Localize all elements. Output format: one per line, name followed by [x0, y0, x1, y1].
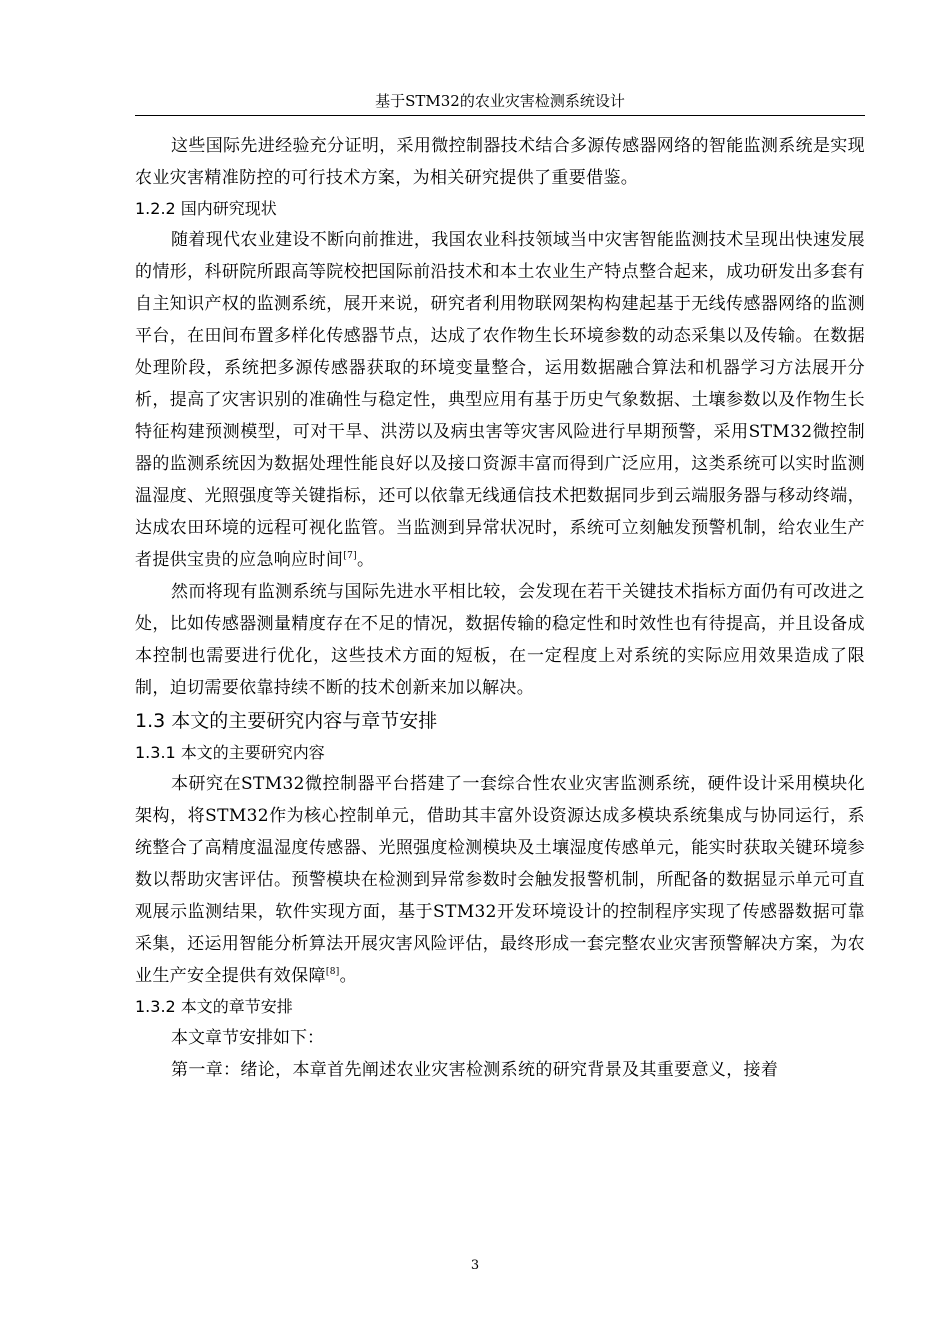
citation-7: [7]	[343, 551, 358, 561]
paragraph-research-text: 本研究在STM32微控制器平台搭建了一套综合性农业灾害监测系统，硬件设计采用模块化架构，将STM32作为核心控制单元，借助其丰富外设资源达成多模块系统集成与协同运行，系统整合了高精度温湿度传感器、光照强度检测模块及土壤湿度传感单元，能实时获取关键环境参数以帮助灾害评估。预警模块在检测到异常参数时会触发报警机制，所配备的数据显示单元可直观展示监测结果，软件实现方面，基于STM32开发环境设计的控制程序实现了传感器数据可靠采集，还运用智能分析算法开展灾害风险评估，最终形成一套完整农业灾害预警解决方案，为农业生产安全提供有效保障	[135, 774, 865, 986]
paragraph-domestic-end: 。	[357, 550, 375, 570]
paragraph-domestic-status	[135, 224, 865, 576]
paragraph-domestic-text: 随着现代农业建设不断向前推进，我国农业科技领域当中灾害智能监测技术呈现出快速发展的情形，科研院所跟高等院校把国际前沿技术和本土农业生产特点整合起来，成功研发出多套有自主知识产权的监测系统，展开来说，研究者利用物联网架构构建起基于无线传感器网络的监测平台，在田间布置多样化传感器节点，达成了农作物生长环境参数的动态采集以及传输。在数据处理阶段，系统把多源传感器获取的环境变量整合，运用数据融合算法和机器学习方法展开分析，提高了灾害识别的准确性与稳定性，典型应用有基于历史气象数据、土壤参数以及作物生长特征构建预测模型，可对干旱、洪涝以及病虫害等灾害风险进行早期预警，采用STM32微控制器的监测系统因为数据处理性能良好以及接口资源丰富而得到广泛应用，这类系统可以实时监测温湿度、光照强度等关键指标，还可以依靠无线通信技术把数据同步到云端服务器与移动终端，达成农田环境的远程可视化监管。当监测到异常状况时，系统可立刻触发预警机制，给农业生产者提供宝贵的应急响应时间	[135, 230, 865, 570]
heading-1-3: 1.3 本文的主要研究内容与章节安排	[135, 710, 438, 732]
header-rule	[135, 115, 865, 116]
heading-1-3-1: 1.3.1 本文的主要研究内容	[135, 743, 325, 762]
page-number: 3	[470, 1258, 480, 1273]
heading-1-2-2: 1.2.2 国内研究现状	[135, 199, 277, 218]
paragraph-chapter-1: 第一章：绪论，本章首先阐述农业灾害检测系统的研究背景及其重要意义，接着	[171, 1060, 779, 1080]
citation-8: [8]	[325, 967, 340, 977]
paragraph-research-end: 。	[339, 966, 358, 986]
paragraph-chapters-intro: 本文章节安排如下：	[171, 1028, 324, 1048]
paragraph-research-content	[135, 768, 865, 992]
document-body	[135, 130, 865, 1086]
paragraph-intro: 这些国际先进经验充分证明，采用微控制器技术结合多源传感器网络的智能监测系统是实现农业灾害精准防控的可行技术方案，为相关研究提供了重要借鉴。	[135, 136, 865, 188]
paragraph-gap-analysis: 然而将现有监测系统与国际先进水平相比较，会发现在若干关键技术指标方面仍有可改进之处，比如传感器测量精度存在不足的情况，数据传输的稳定性和时效性也有待提高，并且设备成本控制也需要进行优化，这些技术方面的短板，在一定程度上对系统的实际应用效果造成了限制，迫切需要依靠持续不断的技术创新来加以解决。	[135, 582, 865, 698]
heading-1-3-2: 1.3.2 本文的章节安排	[135, 997, 293, 1016]
running-header: 基于STM32的农业灾害检测系统设计	[375, 92, 625, 110]
